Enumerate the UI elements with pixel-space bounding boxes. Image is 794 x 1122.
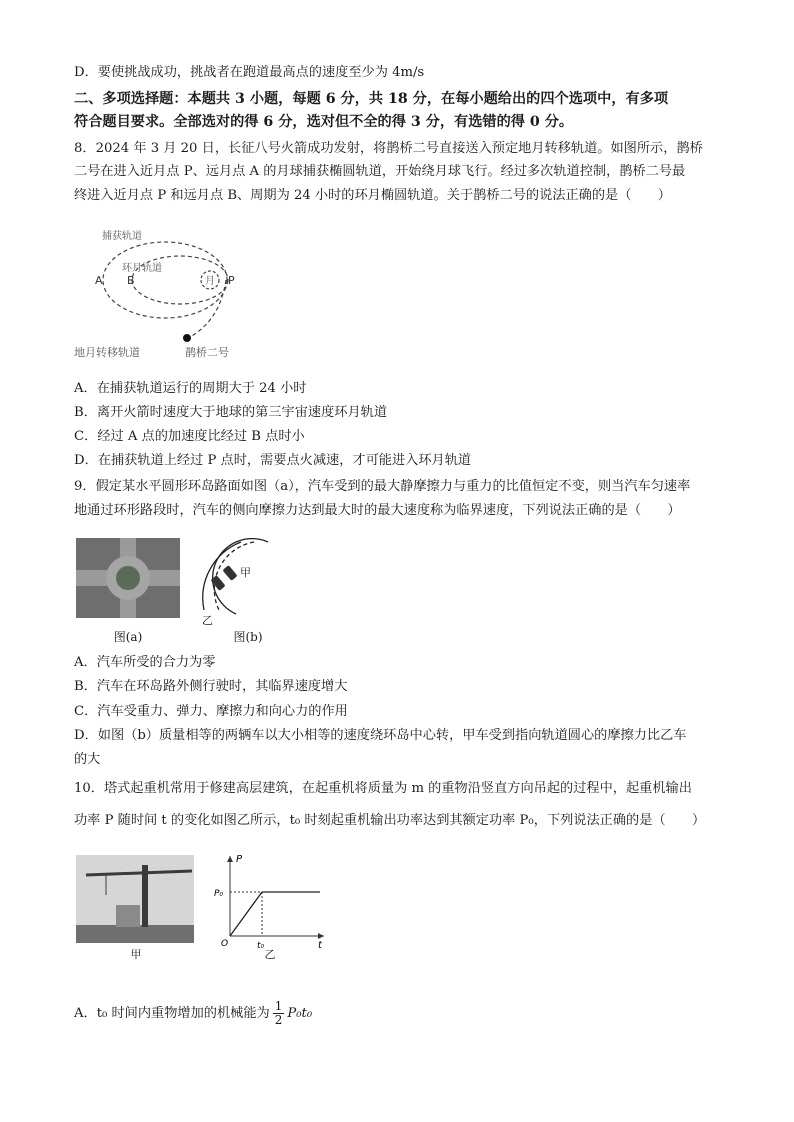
section-header-line2: 符合题目要求。全部选对的得 6 分，选对但不全的得 3 分，有选错的得 0 分。 — [74, 114, 574, 130]
q8-stem-line2: 二号在进入近月点 P、远月点 A 的月球捕获椭圆轨道，开始绕月球飞行。经过多次轨道控制，鹊桥二号最 — [74, 164, 686, 179]
p0-label: P₀ — [214, 889, 224, 899]
point-a-label: A — [95, 274, 103, 287]
tower-crane-photo — [76, 855, 194, 943]
point-p-label: P — [228, 274, 235, 287]
probe-label: 鹊桥二号 — [185, 346, 229, 359]
q9-stem-line1: 9．假定某水平圆形环岛路面如图（a），汽车受到的最大静摩擦力与重力的比值恒定不变，则当汽车匀速率 — [74, 479, 691, 494]
lunar-orbit-label: 环月轨道 — [122, 263, 162, 274]
q9-option-d: D．如图（b）质量相等的两辆车以大小相等的速度绕环岛中心转，甲车受到指向轨道圆心的摩擦力比乙车 — [74, 728, 687, 743]
probe-dot — [183, 334, 191, 342]
t0-label: t₀ — [257, 941, 265, 951]
ramp-line — [230, 892, 262, 936]
t-axis-label: t — [318, 940, 322, 951]
q8-option-d: D．在捕获轨道上经过 P 点时，需要点火减速，才可能进入环月轨道 — [74, 453, 472, 468]
q7-option-d: D．要使挑战成功，挑战者在跑道最高点的速度至少为 4m/s — [74, 65, 425, 80]
power-time-graph — [212, 850, 332, 960]
q8-option-c: C．经过 A 点的加速度比经过 B 点时小 — [74, 429, 305, 444]
fraction-numerator: 1 — [274, 999, 283, 1013]
q9-option-d-cont: 的大 — [74, 752, 101, 767]
q10-option-a-prefix: A．t₀ 时间内重物增加的机械能为 — [74, 1005, 270, 1021]
roundabout-photo — [76, 538, 180, 618]
q8-stem-line1: 8．2024 年 3 月 20 日，长征八号火箭成功发射，将鹊桥二号直接送入预定地月转移轨道。如图所示，鹊桥 — [74, 141, 703, 156]
q8-option-b: B．离开火箭时速度大于地球的第三宇宙速度环月轨道 — [74, 405, 388, 420]
fig-a-caption: 图(a) — [113, 630, 143, 644]
q9-option-c: C．汽车受重力、弹力、摩擦力和向心力的作用 — [74, 704, 348, 719]
fraction-denominator: 2 — [274, 1013, 283, 1027]
q9-option-a: A．汽车所受的合力为零 — [74, 655, 216, 670]
q10-stem-line1: 10．塔式起重机常用于修建高层建筑，在起重机将质量为 m 的重物沿竖直方向吊起的过程中，起重机输出 — [74, 781, 692, 796]
q9-stem-line2: 地通过环形路段时，汽车的侧向摩擦力达到最大时的最大速度称为临界速度，下列说法正确的是（ ） — [74, 503, 681, 518]
q10-stem-line2: 功率 P 随时间 t 的变化如图乙所示，t₀ 时刻起重机输出功率达到其额定功率 P₀，下列说法正确的是（ ） — [74, 813, 706, 828]
fraction — [273, 1000, 285, 1027]
car-jia-label: 甲 — [240, 566, 251, 579]
p-axis-label: P — [236, 854, 243, 865]
fig-b-caption: 图(b) — [233, 630, 263, 644]
q10-option-a — [74, 1000, 312, 1027]
q8-orbit-diagram — [70, 225, 260, 365]
fig-jia-caption: 甲 — [130, 948, 142, 961]
section-header-line1: 二、多项选择题：本题共 3 小题，每题 6 分，共 18 分，在每小题给出的四个选项中，有多项 — [74, 91, 669, 107]
point-b-label: B — [127, 274, 135, 287]
roundabout-diagram — [196, 538, 286, 628]
origin-label: O — [221, 939, 229, 949]
capture-orbit-label: 捕获轨道 — [102, 231, 142, 242]
q8-stem-line3: 终进入近月点 P 和远月点 B、周期为 24 小时的环月椭圆轨道。关于鹊桥二号的说法正确的是（ ） — [74, 188, 671, 203]
q9-option-b: B．汽车在环岛路外侧行驶时，其临界速度增大 — [74, 679, 348, 694]
fig-yi-caption: 乙 — [264, 948, 276, 961]
moon-label: 月 — [205, 276, 215, 287]
q8-option-a: A．在捕获轨道运行的周期大于 24 小时 — [74, 381, 307, 396]
q10-option-a-suffix: P₀t₀ — [287, 1005, 313, 1021]
transfer-orbit-label: 地月转移轨道 — [74, 346, 140, 359]
car-jia — [222, 565, 237, 581]
car-yi-label: 乙 — [202, 614, 213, 627]
